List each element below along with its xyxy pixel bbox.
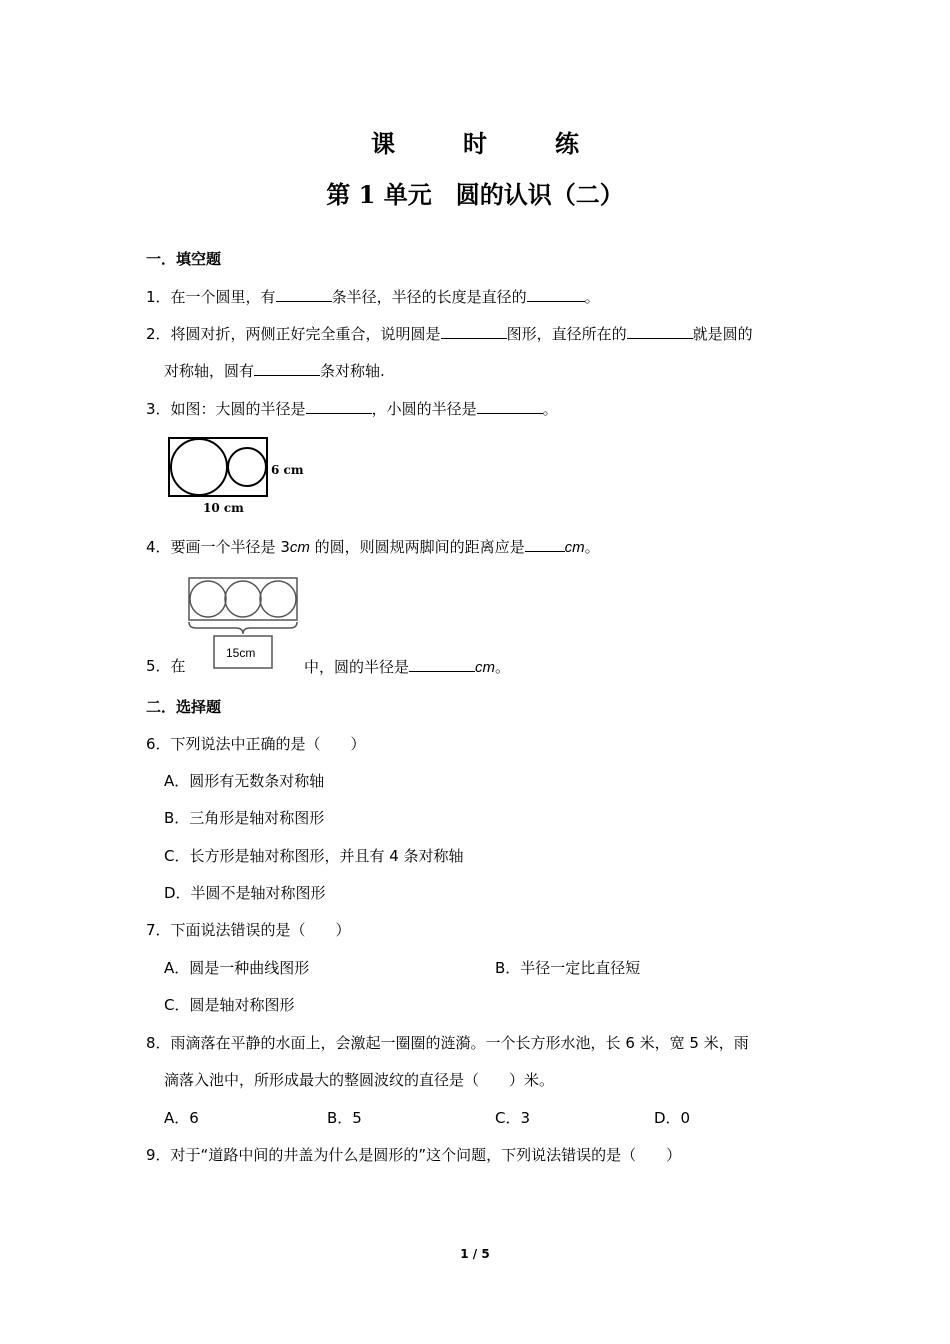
- question-6: [146, 733, 366, 755]
- unit-text: cm: [475, 659, 496, 676]
- rectangle-shape: [189, 578, 297, 620]
- page-number: 1 / 5: [460, 1247, 490, 1261]
- option-c[interactable]: C．圆是轴对称图形: [164, 996, 295, 1014]
- figure-three-circles: [186, 576, 300, 672]
- question-8-cont: 滴落入池中，所形成最大的整圆波纹的直径是（ ）米。: [164, 1071, 555, 1089]
- worksheet-title: 课 时 练: [371, 129, 601, 158]
- question-number: 5．: [146, 657, 171, 675]
- option-b[interactable]: B．半径一定比直径短: [495, 959, 641, 977]
- answer-blank[interactable]: [276, 285, 332, 302]
- question-text: 条对称轴.: [320, 362, 385, 380]
- option-d[interactable]: D．0: [654, 1109, 691, 1127]
- question-number: 1．: [146, 288, 171, 306]
- answer-blank[interactable]: [477, 397, 543, 414]
- question-4: [146, 535, 600, 559]
- circle-3: [260, 581, 296, 617]
- question-number: 9．: [146, 1146, 171, 1164]
- section-choice-title: 二．选择题: [146, 698, 222, 716]
- question-number: 3．: [146, 400, 171, 418]
- question-text: 如图：大圆的半径是: [170, 400, 306, 418]
- answer-blank[interactable]: [525, 535, 565, 552]
- question-text: 。: [495, 658, 511, 676]
- section-fill-in-title: 一．填空题: [146, 250, 222, 268]
- question-text: 就是圆的: [692, 325, 753, 343]
- answer-blank[interactable]: [627, 322, 693, 339]
- question-number: 6．: [146, 735, 171, 753]
- answer-blank[interactable]: [306, 397, 372, 414]
- option-c[interactable]: C．长方形是轴对称图形，并且有 4 条对称轴: [164, 847, 464, 865]
- question-text: 条半径，半径的长度是直径的: [331, 288, 527, 306]
- question-text: 。: [584, 288, 600, 306]
- unit-subtitle: 第 1 单元 圆的认识（二）: [326, 180, 624, 209]
- answer-blank[interactable]: [441, 322, 507, 339]
- answer-blank[interactable]: [527, 285, 585, 302]
- question-text: 雨滴落在平静的水面上，会激起一圈圈的涟漪。一个长方形水池，长 6 米，宽 5 米，雨: [170, 1034, 749, 1052]
- question-text: 对于“道路中间的井盖为什么是圆形的”这个问题，下列说法错误的是（ ）: [170, 1146, 682, 1164]
- question-text: 。: [542, 400, 558, 418]
- question-5-cont: [304, 655, 510, 679]
- question-text: 下列说法中正确的是（ ）: [170, 735, 366, 753]
- option-d[interactable]: D．半圆不是轴对称图形: [164, 884, 326, 902]
- question-text: 中，圆的半径是: [304, 658, 410, 676]
- question-8: [146, 1032, 749, 1054]
- question-text: 对称轴，圆有: [164, 362, 255, 380]
- answer-blank[interactable]: [254, 359, 320, 376]
- question-2: [146, 322, 753, 345]
- question-text: ，小圆的半径是: [371, 400, 477, 418]
- unit-text: cm: [289, 539, 310, 556]
- question-number: 2．: [146, 325, 171, 343]
- question-number: 8．: [146, 1034, 171, 1052]
- option-a[interactable]: A．圆是一种曲线图形: [164, 959, 310, 977]
- option-b[interactable]: B．三角形是轴对称图形: [164, 809, 325, 827]
- question-text: 下面说法错误的是（ ）: [170, 921, 351, 939]
- width-label: 10 cm: [203, 501, 244, 515]
- height-label: 6 cm: [271, 463, 304, 477]
- question-text: 在一个圆里，有: [170, 288, 276, 306]
- option-a[interactable]: A．6: [164, 1109, 199, 1127]
- question-7: [146, 919, 351, 941]
- question-number: 7．: [146, 921, 171, 939]
- question-5: [146, 655, 186, 677]
- question-text: 将圆对折，两侧正好完全重合，说明圆是: [170, 325, 441, 343]
- small-circle: [228, 448, 266, 486]
- question-1: [146, 285, 600, 308]
- question-text: 图形，直径所在的: [506, 325, 627, 343]
- option-a[interactable]: A．圆形有无数条对称轴: [164, 772, 325, 790]
- answer-blank[interactable]: [409, 655, 475, 672]
- question-2-cont: [164, 359, 385, 382]
- option-c[interactable]: C．3: [495, 1109, 531, 1127]
- option-b[interactable]: B．5: [327, 1109, 362, 1127]
- question-text: 要画一个半径是 3: [170, 538, 290, 556]
- large-circle: [171, 439, 227, 495]
- question-text: 在: [170, 657, 186, 675]
- question-text: 。: [584, 538, 600, 556]
- figure-rectangle-two-circles: [165, 436, 315, 518]
- question-text: 的圆，则圆规两脚间的距离应是: [309, 538, 525, 556]
- brace-shape: [189, 622, 297, 634]
- circle-2: [225, 581, 261, 617]
- question-3: [146, 397, 558, 420]
- length-label: 15cm: [226, 646, 256, 660]
- question-9: [146, 1144, 681, 1166]
- circle-1: [190, 581, 226, 617]
- question-number: 4．: [146, 538, 171, 556]
- unit-text: cm: [564, 539, 585, 556]
